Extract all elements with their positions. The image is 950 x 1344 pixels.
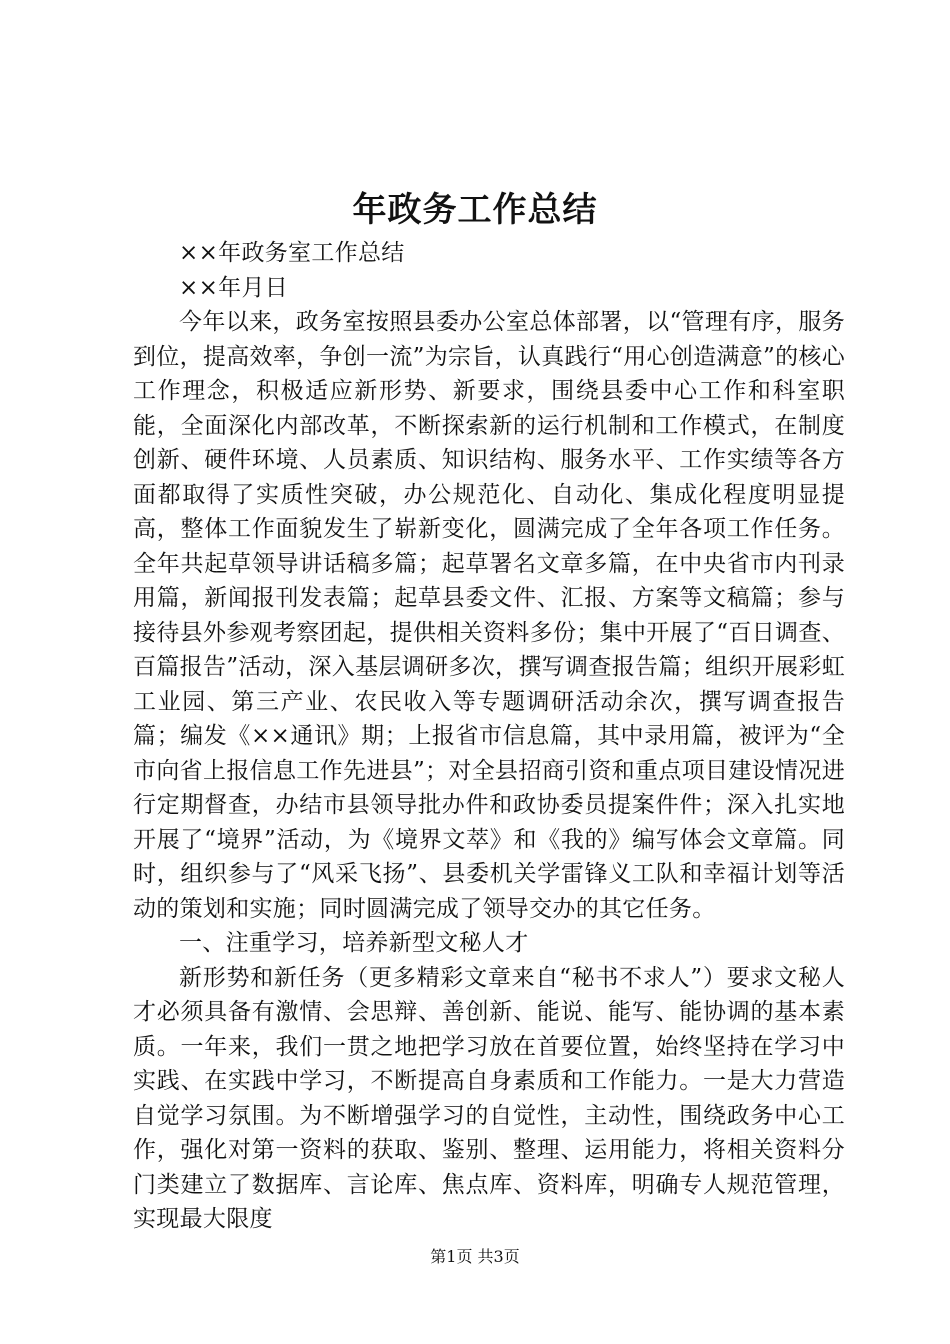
document-body bbox=[133, 236, 845, 1237]
paragraph-overview: 今年以来，政务室按照县委办公室总体部署，以“管理有序，服务到位，提高效率，争创一流”为宗旨，认真践行“用心创造满意”的核心工作理念，积极适应新形势、新要求，围绕县委中心工作和科室职能，全面深化内部改革，不断探索新的运行机制和工作模式，在制度创新、硬件环境、人员素质、知识结构、服务水平、工作实绩等各方面都取得了实质性突破，办公规范化、自动化、集成化程度明显提高，整体工作面貌发生了崭新变化，圆满完成了全年各项工作任务。全年共起草领导讲话稿多篇；起草署名文章多篇，在中央省市内刊录用篇，新闻报刊发表篇；起草县委文件、汇报、方案等文稿篇；参与接待县外参观考察团起，提供相关资料多份；集中开展了“百日调查、百篇报告”活动，深入基层调研多次，撰写调查报告篇；组织开展彩虹工业园、第三产业、农民收入等专题调研活动余次，撰写调查报告篇；编发《××通讯》期；上报省市信息篇，其中录用篇，被评为“全市向省上报信息工作先进县”；对全县招商引资和重点项目建设情况进行定期督查，办结市县领导批办件和政协委员提案件件；深入扎实地开展了“境界”活动，为《境界文萃》和《我的》编写体会文章篇。同时，组织参与了“风采飞扬”、县委机关学雷锋义工队和幸福计划等活动的策划和实施；同时圆满完成了领导交办的其它任务。 bbox=[133, 309, 845, 922]
page-number-footer: 第1页 共3页 bbox=[430, 1247, 520, 1266]
paragraph-subtitle: ××年政务室工作总结 bbox=[179, 240, 405, 266]
document-title: 年政务工作总结 bbox=[352, 190, 598, 230]
section-heading: 一、注重学习，培养新型文秘人才 bbox=[179, 930, 529, 956]
paragraph-date: ××年月日 bbox=[179, 274, 289, 301]
paragraph-section-one: 新形势和新任务（更多精彩文章来自“秘书不求人”）要求文秘人才必须具备有激情、会思辩、善创新、能说、能写、能协调的基本素质。一年来，我们一贯之地把学习放在首要位置，始终坚持在学习中实践、在实践中学习，不断提高自身素质和工作能力。一是大力营造自觉学习氛围。为不断增强学习的自觉性，主动性，围绕政务中心工作，强化对第一资料的获取、鉴别、整理、运用能力，将相关资料分门类建立了数据库、言论库、焦点库、资料库，明确专人规范管理，实现最大限度 bbox=[133, 964, 845, 1232]
